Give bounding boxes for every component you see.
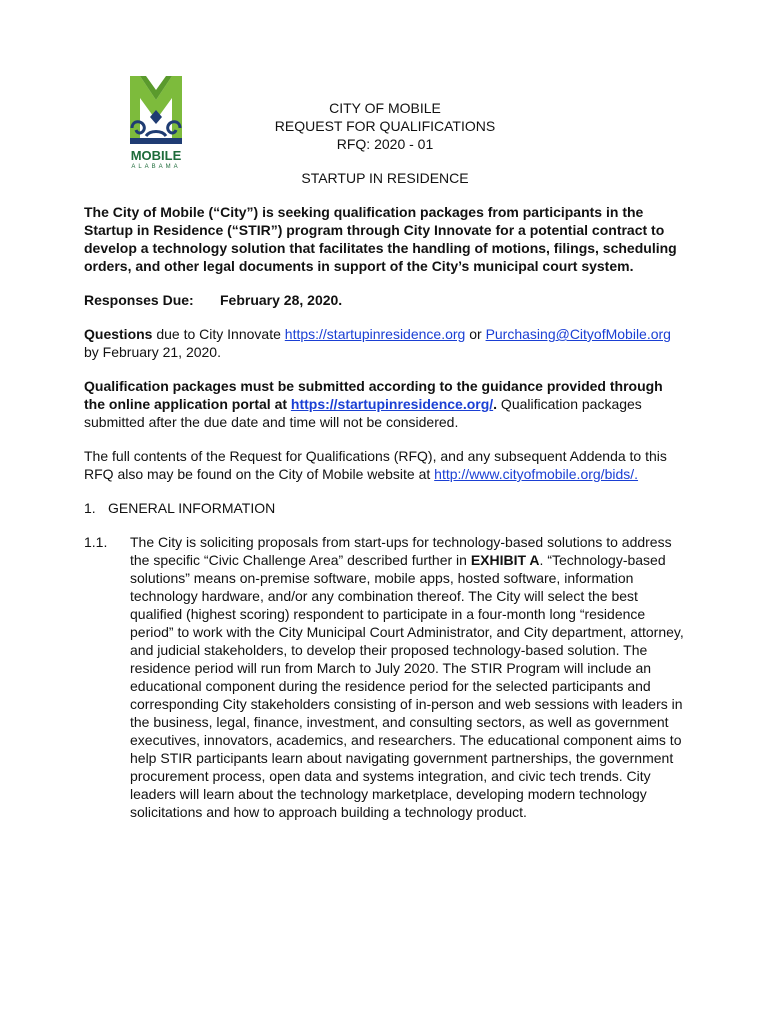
packages-period: . — [493, 396, 498, 412]
contents-text: The full contents of the Request for Qualifications (RFQ), and any subsequent Addenda to this RFQ also may be found on the City of Mobile website at — [84, 448, 667, 482]
paragraph-1-1 — [84, 533, 686, 821]
intro-paragraph: The City of Mobile (“City”) is seeking qualification packages from participants in the Startup in Residence (“STIR”) program through City Innovate for a potential contract to develop a technology solution that facilitates the handling of motions, filings, scheduling orders, and other legal documents in support of the City’s municipal court system. — [84, 204, 677, 274]
responses-due-label: Responses Due: — [84, 292, 194, 308]
header-rfq-number: RFQ: 2020 - 01 — [336, 136, 434, 152]
paragraph-1-1-number: 1.1. — [84, 534, 108, 550]
city-of-mobile-logo — [120, 70, 200, 174]
header-request: REQUEST FOR QUALIFICATIONS — [274, 118, 496, 134]
questions-text-3: by February 21, 2020. — [84, 344, 221, 360]
exhibit-a-reference: EXHIBIT A — [470, 552, 540, 568]
purchasing-email-link[interactable]: Purchasing@CityofMobile.org — [485, 326, 671, 342]
logo-state: ALABAMA — [131, 164, 181, 170]
section-1-number: 1. — [84, 500, 96, 516]
application-portal-link[interactable]: https://startupinresidence.org/ — [290, 396, 494, 412]
header-city: CITY OF MOBILE — [329, 100, 441, 116]
section-1-title: GENERAL INFORMATION — [108, 500, 276, 516]
responses-due — [84, 291, 686, 309]
rfq-header — [200, 99, 570, 153]
contents-paragraph — [84, 447, 686, 483]
paragraph-1-1-text-b: . “Technology-based solutions” means on-premise software, mobile apps, hosted software, information technology hardware, and/or any combination thereof. The City will select the best qualified (highest scoring) respondent to participate in a four-month long “residence period” to work with the City Municipal Court Administrator, and City department, attorney, and judicial stakeholders, to develop their proposed technology-based solution. The residence period will run from March to July 2020. The STIR Program will include an educational component during the residence period for the selected participants and corresponding City stakeholders consisting of in-person and web sessions with leaders in the business, legal, finance, investment, and consulting sectors, as well as government executives, innovators, academics, and researchers. The educational component aims to help STIR participants learn about navigating government partnerships, the government procurement process, open data and systems integration, and civic tech trends. City leaders will learn about the technology marketplace, developing modern technology solicitations and how to approach building a technology product. — [130, 552, 684, 820]
questions-text-2: or — [465, 326, 486, 342]
questions-text-1: due to City Innovate — [152, 326, 285, 342]
packages-text: Qualification packages submitted after the due date and time will not be considered. — [84, 396, 642, 430]
logo-wordmark: MOBILE — [130, 148, 182, 163]
bids-website-link[interactable]: http://www.cityofmobile.org/bids/. — [434, 466, 639, 482]
questions-label: Questions — [84, 326, 153, 342]
questions-paragraph — [84, 325, 686, 361]
startup-link[interactable]: https://startupinresidence.org — [284, 326, 466, 342]
mobile-m-emblem-icon — [120, 70, 192, 150]
paragraph-1-1-text — [130, 533, 686, 821]
section-1-heading — [84, 499, 686, 517]
packages-bold-text: Qualification packages must be submitted according to the guidance provided through the online application portal at — [84, 378, 663, 412]
document-title: STARTUP IN RESIDENCE — [301, 170, 469, 186]
document-body — [84, 203, 686, 821]
responses-due-date: February 28, 2020. — [220, 292, 343, 308]
paragraph-1-1-text-a: The City is soliciting proposals from start-ups for technology-based solutions to address the specific “Civic Challenge Area” described further in — [130, 534, 672, 568]
packages-paragraph — [84, 377, 686, 431]
